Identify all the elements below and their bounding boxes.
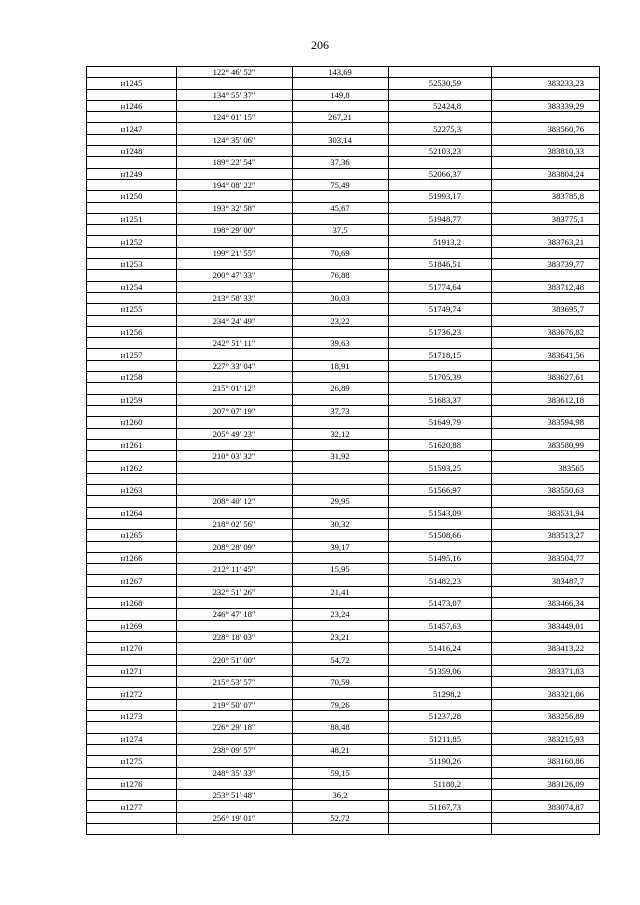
coordinate-y: 383371,83: [547, 665, 584, 676]
coordinate-y: 383215,93: [547, 733, 584, 744]
direction-angle: 248° 35' 33": [212, 767, 256, 778]
direction-angle: 227° 33' 04": [212, 360, 256, 371]
segment-row: [87, 406, 599, 417]
coordinate-x: 51416,24: [428, 643, 461, 654]
point-row: [87, 259, 599, 270]
direction-angle: 242° 51' 11": [212, 338, 256, 349]
coordinate-y: 383531,94: [547, 507, 584, 518]
point-row: [87, 237, 599, 248]
coordinate-x: 51749,74: [428, 304, 461, 315]
coordinate-y: 383487,7: [551, 575, 584, 586]
segment-length: 37,5: [332, 225, 348, 236]
segment-row: [87, 293, 599, 304]
coordinate-y: 383785,8: [551, 191, 584, 202]
coordinate-y: 383676,82: [547, 326, 584, 337]
point-row: [87, 191, 599, 202]
segment-row: [87, 519, 599, 530]
coordinate-x: 51593,25: [428, 462, 461, 473]
point-name: н1275: [120, 756, 143, 767]
segment-row: [87, 67, 599, 78]
coordinate-y: 383804,24: [547, 168, 584, 179]
direction-angle: 256° 19' 01": [212, 812, 256, 823]
coordinate-x: 51948,77: [428, 213, 461, 224]
point-row: [87, 802, 599, 813]
segment-length: 88,48: [330, 722, 350, 733]
coordinate-x: 52103,23: [428, 146, 461, 157]
coordinate-y: 383449,01: [547, 620, 584, 631]
segment-length: 23,21: [330, 632, 350, 642]
point-name: н1256: [120, 326, 143, 337]
segment-length: 143,69: [328, 67, 352, 77]
coordinate-x: 51913,2: [433, 236, 461, 247]
point-row: [87, 78, 599, 89]
direction-angle: 218° 02' 56": [212, 519, 256, 529]
segment-length: 39,63: [330, 338, 350, 349]
coordinate-x: 51846,51: [428, 259, 461, 270]
segment-length: 70,69: [330, 247, 350, 258]
segment-row: [87, 225, 599, 236]
point-row: [87, 440, 599, 451]
point-name: н1264: [120, 507, 143, 518]
segment-length: 37,73: [330, 406, 350, 416]
point-row: [87, 598, 599, 609]
direction-angle: 253° 51' 48": [212, 790, 256, 801]
point-name: н1269: [120, 620, 143, 631]
segment-length: 31,92: [330, 451, 350, 462]
direction-angle: 232° 51' 26": [212, 586, 256, 597]
segment-row: [87, 745, 599, 756]
point-row: [87, 304, 599, 315]
point-row: [87, 146, 599, 157]
segment-row: [87, 722, 599, 733]
point-name: н1271: [120, 665, 143, 676]
segment-row: [87, 813, 599, 824]
segment-length: [292, 474, 388, 484]
point-row: [87, 756, 599, 767]
segment-length: 37,36: [330, 157, 350, 168]
segment-row: [87, 383, 599, 394]
coordinate-y: 383594,98: [547, 417, 584, 428]
coordinate-x: 52275,3: [433, 123, 461, 134]
point-row: [87, 395, 599, 406]
direction-angle: 198° 29' 00": [212, 225, 256, 236]
segment-row: [87, 700, 599, 711]
direction-angle: 219° 50' 07": [212, 699, 256, 710]
segment-row: [87, 112, 599, 123]
segment-row: [87, 270, 599, 281]
point-name: н1246: [120, 100, 143, 111]
coordinate-x: [388, 824, 491, 834]
direction-angle: [176, 474, 292, 484]
point-name: н1276: [120, 778, 143, 789]
point-row: [87, 666, 599, 677]
point-row: [87, 124, 599, 135]
segment-length: 29,95: [330, 496, 350, 507]
point-row: [87, 350, 599, 361]
segment-length: 76,88: [330, 270, 350, 281]
coordinate-y: 383256,89: [547, 711, 584, 722]
point-name: н1247: [120, 123, 143, 134]
coordinate-x: 51993,17: [428, 191, 461, 202]
coordinate-x: 51543,09: [428, 507, 461, 518]
segment-length: 39,17: [330, 541, 350, 552]
coordinate-x: 51457,63: [428, 620, 461, 631]
point-name: н1274: [120, 733, 143, 744]
segment-row: [87, 180, 599, 191]
direction-angle: 215° 53' 57": [212, 677, 256, 688]
point-name: н1262: [120, 462, 143, 473]
point-name: н1245: [120, 78, 143, 89]
segment-length: 52,72: [330, 812, 350, 823]
point-name: н1248: [120, 146, 143, 157]
segment-row: [87, 564, 599, 575]
point-row: [87, 485, 599, 496]
segment-row: [87, 790, 599, 801]
point-name: н1261: [120, 439, 143, 450]
segment-row: [87, 655, 599, 666]
segment-length: 267,21: [328, 112, 352, 123]
point-row: [87, 214, 599, 225]
segment-row: [87, 632, 599, 643]
point-name: н1268: [120, 598, 143, 609]
segment-row: [87, 451, 599, 462]
point-row: [87, 372, 599, 383]
segment-length: 149,8: [330, 89, 350, 100]
coordinate-x: 51718,15: [428, 349, 461, 360]
segment-row: [87, 542, 599, 553]
direction-angle: 210° 03' 32": [212, 451, 256, 462]
point-row: [87, 508, 599, 519]
point-row: [87, 282, 599, 293]
point-row: [87, 417, 599, 428]
segment-row: [87, 768, 599, 779]
direction-angle: 238° 09' 57": [212, 745, 256, 755]
segment-length: 59,15: [330, 767, 350, 778]
coordinate-y: 383160,86: [547, 756, 584, 767]
point-row: [87, 101, 599, 112]
direction-angle: 124° 01' 15": [212, 112, 256, 123]
segment-length: 30,03: [330, 293, 350, 303]
point-name: н1277: [120, 801, 143, 812]
segment-length: 79,26: [330, 699, 350, 710]
segment-length: 18,91: [330, 360, 350, 371]
coordinate-y: 383504,77: [547, 552, 584, 563]
point-name: н1251: [120, 213, 143, 224]
coordinate-x: 51508,66: [428, 530, 461, 541]
point-name: н1259: [120, 394, 143, 405]
coordinate-y: 383695,7: [551, 304, 584, 315]
segment-row: [87, 316, 599, 327]
direction-angle: 220° 51' 00": [212, 654, 256, 665]
coordinates-table: [86, 66, 600, 835]
coordinate-y: 383126,09: [547, 778, 584, 789]
direction-angle: 193° 32' 58": [212, 202, 256, 213]
segment-length: 75,49: [330, 180, 350, 190]
coordinate-x: 51649,79: [428, 417, 461, 428]
segment-length: 32,12: [330, 428, 350, 439]
page-number: 206: [311, 38, 329, 52]
segment-row: [87, 587, 599, 598]
point-row: [87, 621, 599, 632]
segment-length: 21,41: [330, 586, 350, 597]
column-divider: [388, 67, 389, 834]
point-row: [87, 711, 599, 722]
segment-row: [87, 135, 599, 146]
point-row: [87, 530, 599, 541]
segment-row: [87, 361, 599, 372]
coordinate-x: 51482,23: [428, 575, 461, 586]
direction-angle: 213° 58' 33": [212, 293, 256, 303]
point-name: н1254: [120, 281, 143, 292]
point-row: [87, 327, 599, 338]
point-name: н1273: [120, 711, 143, 722]
coordinate-x: 51473,07: [428, 598, 461, 609]
column-divider: [176, 67, 177, 834]
segment-row: [87, 474, 599, 485]
segment-length: 26,89: [330, 383, 350, 394]
point-row: [87, 169, 599, 180]
point-name: н1260: [120, 417, 143, 428]
segment-row: [87, 677, 599, 688]
segment-row: [87, 90, 599, 101]
point-name: н1250: [120, 191, 143, 202]
segment-length: 45,67: [330, 202, 350, 213]
coordinate-x: 52066,37: [428, 168, 461, 179]
coordinate-x: 51237,28: [428, 711, 461, 722]
point-row: [87, 643, 599, 654]
coordinate-x: 51298,2: [433, 688, 461, 699]
coordinate-y: 383641,56: [547, 349, 584, 360]
direction-angle: 200° 47' 33": [212, 270, 256, 281]
direction-angle: 199° 21' 55": [212, 247, 256, 258]
segment-length: 70,59: [330, 677, 350, 688]
coordinate-y: 383560,76: [547, 123, 584, 134]
segment-row: [87, 429, 599, 440]
coordinate-y: 383612,18: [547, 394, 584, 405]
point-name: н1255: [120, 304, 143, 315]
direction-angle: 207° 07' 19": [212, 406, 256, 416]
coordinate-x: 51620,88: [428, 439, 461, 450]
segment-length: 15,95: [330, 564, 350, 575]
point-name: н1249: [120, 168, 143, 179]
coordinate-y: 383339,29: [547, 100, 584, 111]
coordinate-y: 383466,34: [547, 598, 584, 609]
coordinate-x: 51774,64: [428, 281, 461, 292]
direction-angle: 122° 46' 52": [212, 67, 256, 77]
point-name: н1272: [120, 688, 143, 699]
segment-length: 23,24: [330, 609, 350, 620]
coordinate-y: 383580,99: [547, 439, 584, 450]
coordinate-x: 51167,73: [429, 801, 461, 812]
coordinate-y: 383513,27: [547, 530, 584, 541]
point-name: н1265: [120, 530, 143, 541]
direction-angle: 194° 08' 22": [212, 180, 256, 190]
coordinate-y: 383565: [558, 462, 584, 473]
direction-angle: 208° 28' 09": [212, 541, 256, 552]
coordinate-y: 383233,23: [547, 78, 584, 89]
coordinate-y: 383074,87: [547, 801, 584, 812]
point-name: н1257: [120, 349, 143, 360]
coordinate-x: 51495,16: [428, 552, 461, 563]
direction-angle: 212° 11' 45": [212, 564, 256, 575]
direction-angle: 215° 01' 12": [212, 383, 256, 394]
point-row: [87, 553, 599, 564]
direction-angle: 226° 29' 18": [212, 722, 256, 733]
point-name: [87, 824, 176, 834]
segment-row: [87, 157, 599, 168]
coordinate-y: 383739,77: [547, 259, 584, 270]
direction-angle: 246° 47' 18": [212, 609, 256, 620]
point-name: н1258: [120, 372, 143, 383]
coordinate-y: 383321,06: [547, 688, 584, 699]
direction-angle: 208° 40' 12": [212, 496, 256, 507]
coordinate-x: 52530,59: [428, 78, 461, 89]
point-row: [87, 824, 599, 835]
coordinate-y: 383763,21: [547, 236, 584, 247]
direction-angle: 228° 18' 03": [212, 632, 256, 642]
segment-row: [87, 248, 599, 259]
point-row: [87, 463, 599, 474]
coordinate-x: 51190,26: [429, 756, 461, 767]
direction-angle: 134° 55' 37": [212, 89, 256, 100]
segment-row: [87, 609, 599, 620]
segment-length: 30,32: [330, 519, 350, 529]
coordinate-y: 383775,1: [551, 213, 584, 224]
point-row: [87, 576, 599, 587]
column-divider: [292, 67, 293, 834]
coordinate-y: 383627,61: [547, 372, 584, 383]
coordinate-y: 383550,63: [547, 485, 584, 496]
coordinate-x: 51180,2: [433, 778, 461, 789]
point-name: н1263: [120, 485, 143, 496]
coordinate-y: 383810,33: [547, 146, 584, 157]
coordinate-x: 52424,8: [433, 100, 461, 111]
point-row: [87, 689, 599, 700]
segment-row: [87, 203, 599, 214]
point-name: н1253: [120, 259, 143, 270]
coordinate-x: 51683,37: [428, 394, 461, 405]
coordinate-x: 51566,97: [428, 485, 461, 496]
point-name: н1252: [120, 236, 143, 247]
direction-angle: 189° 22' 54": [212, 157, 256, 168]
coordinate-x: 51705,39: [428, 372, 461, 383]
segment-length: 48,21: [330, 745, 350, 755]
direction-angle: 124° 35' 06": [212, 134, 256, 145]
column-divider: [491, 67, 492, 834]
coordinate-x: 51211,85: [429, 733, 461, 744]
direction-angle: 234° 24' 49": [212, 315, 256, 326]
point-name: н1266: [120, 552, 143, 563]
segment-row: [87, 338, 599, 349]
coordinate-y: 383712,48: [547, 281, 584, 292]
segment-length: 36,2: [332, 790, 348, 801]
segment-length: 303,14: [328, 134, 352, 145]
point-name: н1267: [120, 575, 143, 586]
direction-angle: 205° 49' 23": [212, 428, 256, 439]
segment-length: 54,72: [330, 654, 350, 665]
coordinate-x: 51736,23: [428, 326, 461, 337]
point-row: [87, 734, 599, 745]
coordinate-y: 383413,22: [547, 643, 584, 654]
coordinate-x: 51359,06: [428, 665, 461, 676]
point-row: [87, 779, 599, 790]
coordinate-y: [491, 824, 601, 834]
point-name: н1270: [120, 643, 143, 654]
segment-row: [87, 496, 599, 507]
segment-length: 23,22: [330, 315, 350, 326]
